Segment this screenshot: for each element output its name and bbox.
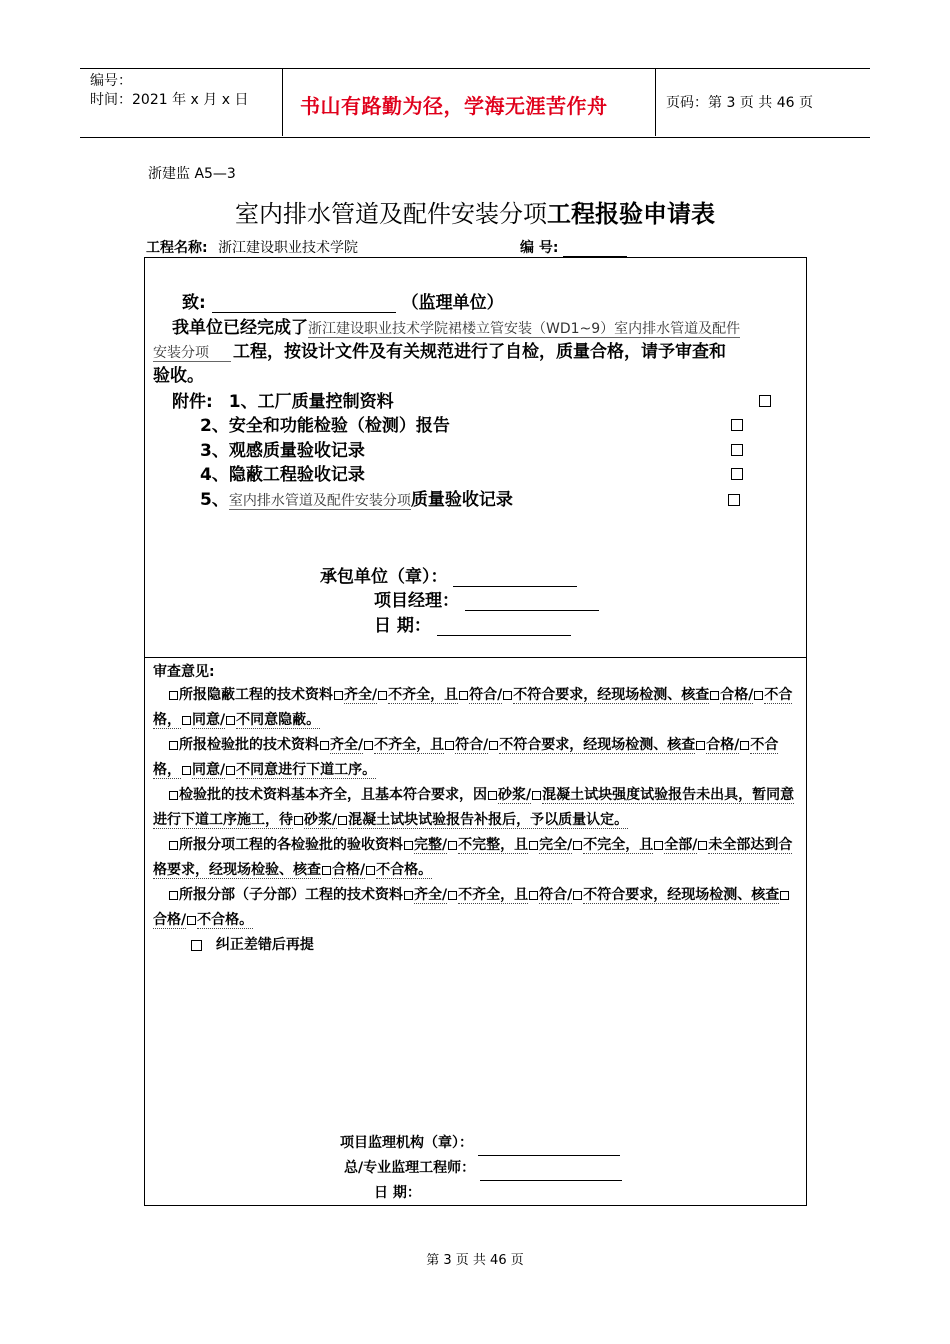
checkbox[interactable]: [320, 741, 329, 750]
contractor-field[interactable]: [453, 568, 577, 587]
checkbox[interactable]: [334, 691, 343, 700]
checkbox[interactable]: [187, 916, 196, 925]
review-para-3: [153, 783, 801, 833]
checkbox[interactable]: [696, 741, 705, 750]
review-para-2: [153, 733, 801, 783]
checkbox[interactable]: [503, 691, 512, 700]
option: 齐全/: [330, 737, 364, 753]
checkbox[interactable]: [573, 891, 582, 900]
checkbox[interactable]: [489, 741, 498, 750]
app-date-field[interactable]: [437, 617, 571, 636]
serial-row: [520, 237, 627, 257]
checkbox[interactable]: [182, 766, 191, 775]
header-meta: [90, 72, 248, 110]
option: 齐全/: [344, 687, 378, 703]
app-date-row: [374, 611, 571, 636]
review-para-1: [153, 683, 801, 733]
page-footer: 第 3 页 共 46 页: [426, 1253, 524, 1268]
option: 完全/: [539, 837, 573, 853]
header-divider: [655, 68, 656, 136]
option: 齐全/: [414, 887, 448, 903]
org-row: [340, 1131, 620, 1156]
header-divider: [282, 68, 283, 136]
engineer-row: [344, 1156, 622, 1181]
time-label: 时间：2021 年 x 月 x 日: [90, 92, 249, 108]
option: 全部/: [664, 837, 698, 853]
resubmit-text: 纠正差错后再提: [215, 937, 314, 953]
option: 不合格。: [376, 862, 433, 878]
option: 砂浆/: [304, 812, 338, 828]
manager-row: [374, 586, 599, 611]
checkbox[interactable]: [294, 816, 303, 825]
attachment-5: [200, 485, 513, 510]
serial-field[interactable]: [563, 242, 627, 257]
review-heading: 审查意见:: [153, 664, 215, 680]
to-suffix: （监理单位）: [401, 293, 504, 313]
checkbox[interactable]: [710, 691, 719, 700]
option: 未全部达到合格要求，经现场检验、核查: [153, 837, 793, 878]
checkbox[interactable]: [404, 891, 413, 900]
attach-label: 附件:: [172, 392, 213, 412]
checkbox[interactable]: [754, 691, 763, 700]
project-name-row: [146, 237, 358, 257]
review-para-6: [190, 933, 314, 958]
checkbox[interactable]: [169, 741, 178, 750]
checkbox[interactable]: [529, 841, 538, 850]
option: 同意/: [192, 762, 226, 778]
to-row: [182, 288, 504, 313]
option: 不同意隐蔽。: [236, 712, 321, 728]
section-divider: [144, 657, 807, 658]
checkbox[interactable]: [654, 841, 663, 850]
intro-tail1: 工程，按设计文件及有关规范进行了自检，质量合格，请予审查和: [233, 342, 726, 362]
option: 符合/: [539, 887, 573, 903]
checkbox[interactable]: [740, 741, 749, 750]
org-label: 项目监理机构（章）：: [340, 1135, 473, 1151]
checkbox[interactable]: [459, 691, 468, 700]
option: 合格/: [332, 862, 366, 878]
text: 所报分部（子分部）工程的技术资料: [179, 887, 403, 903]
attach-5-item: 室内排水管道及配件安装分项: [228, 493, 411, 509]
option: 不合格。: [197, 912, 254, 928]
option: 不齐全，且: [374, 737, 445, 753]
checkbox[interactable]: [780, 891, 789, 900]
intro-tail2: 验收。: [153, 366, 204, 386]
option: 不齐全，且: [388, 687, 459, 703]
checkbox[interactable]: [169, 891, 178, 900]
checkbox[interactable]: [488, 791, 497, 800]
checkbox[interactable]: [529, 891, 538, 900]
work-item-line2: 安装分项: [153, 345, 231, 362]
checkbox[interactable]: [445, 741, 454, 750]
contractor-label: 承包单位（章）：: [320, 567, 448, 587]
text: 检验批的技术资料基本齐全，且基本符合要求，因: [179, 787, 487, 803]
intro-line1: [172, 313, 740, 338]
attach-4-text: 4、隐蔽工程验收记录: [200, 465, 365, 485]
supervisor-unit-field[interactable]: [212, 294, 396, 313]
to-label: 致:: [182, 293, 206, 313]
doc-code: 浙建监 A5—3: [148, 166, 236, 182]
engineer-label: 总/专业监理工程师：: [344, 1160, 476, 1176]
checkbox[interactable]: [226, 766, 235, 775]
manager-field[interactable]: [465, 592, 599, 611]
review-date-label: 日 期：: [374, 1185, 421, 1201]
attach-1-checkbox[interactable]: [759, 390, 771, 409]
checkbox[interactable]: [532, 791, 541, 800]
checkbox[interactable]: [322, 866, 331, 875]
project-label: 工程名称:: [146, 240, 208, 256]
attach-5-suffix: 质量验收记录: [410, 490, 513, 510]
option: 合格/: [706, 737, 740, 753]
checkbox[interactable]: [338, 816, 347, 825]
option: 不符合要求，经现场检测、核查: [513, 687, 710, 703]
engineer-field[interactable]: [480, 1165, 622, 1181]
page-title: [0, 194, 950, 229]
attach-5-num: 5、: [200, 490, 229, 510]
text: 所报分项工程的各检验批的验收资料: [179, 837, 403, 853]
review-para-4: [153, 833, 801, 883]
checkbox[interactable]: [169, 791, 178, 800]
option: 不齐全，且: [458, 887, 529, 903]
option: 合格/: [720, 687, 754, 703]
motto: 书山有路勤为径，学海无涯苦作舟: [300, 94, 608, 118]
option: 混凝土试块强度试验报告未出具，暂同意进行下道工序施工，待: [153, 787, 795, 828]
review-para-5: [153, 883, 801, 933]
option: 不合格，: [153, 687, 793, 728]
option: 符合/: [455, 737, 489, 753]
checkbox[interactable]: [378, 691, 387, 700]
app-date-label: 日 期：: [374, 616, 431, 636]
checkbox[interactable]: [169, 691, 178, 700]
option: 同意/: [192, 712, 226, 728]
option: 合格/: [153, 912, 187, 928]
serial-label: 编 号:: [520, 240, 559, 256]
checkbox[interactable]: [448, 841, 457, 850]
title-part1: 室内排水管道及配件安装分项: [235, 200, 547, 228]
checkbox[interactable]: [226, 716, 235, 725]
checkbox[interactable]: [404, 841, 413, 850]
project-name: 浙江建设职业技术学院: [218, 240, 359, 256]
text: 所报检验批的技术资料: [179, 737, 319, 753]
option: 符合/: [469, 687, 503, 703]
number-label: 编号：: [90, 73, 132, 89]
work-item-line1: 浙江建设职业技术学院裙楼立管安装（WD1~9）室内排水管道及配件: [308, 321, 741, 337]
checkbox[interactable]: [573, 841, 582, 850]
checkbox[interactable]: [698, 841, 707, 850]
checkbox[interactable]: [169, 841, 178, 850]
option: 完整/: [414, 837, 448, 853]
attachment-1: [172, 387, 394, 412]
attach-2-checkbox[interactable]: [731, 414, 743, 433]
text: 所报隐蔽工程的技术资料: [179, 687, 333, 703]
intro-line2: [153, 337, 726, 362]
checkbox[interactable]: [191, 940, 202, 951]
attach-3-text: 3、观感质量验收记录: [200, 441, 365, 461]
option: 不完整，且: [458, 837, 529, 853]
option: 不符合要求，经现场检测、核查: [499, 737, 696, 753]
option: 不完全，且: [583, 837, 654, 853]
contractor-row: [320, 562, 577, 587]
checkbox[interactable]: [364, 741, 373, 750]
review-date-field[interactable]: [426, 1190, 568, 1206]
review-date-row: [374, 1181, 568, 1206]
option: 砂浆/: [498, 787, 532, 803]
option: 不同意进行下道工序。: [236, 762, 377, 778]
attach-3-checkbox[interactable]: [731, 439, 743, 458]
option: 混凝土试块试验报告补报后，予以质量认定。: [348, 812, 629, 828]
attach-5-checkbox[interactable]: [728, 489, 740, 508]
attach-1-text: 1、工厂质量控制资料: [228, 392, 394, 412]
attach-2-text: 2、安全和功能检验（检测）报告: [200, 416, 450, 436]
checkbox[interactable]: [182, 716, 191, 725]
checkbox[interactable]: [366, 866, 375, 875]
option: 不符合要求，经现场检测、核查: [583, 887, 780, 903]
intro-text: 我单位已经完成了: [172, 318, 308, 338]
title-part2: 工程报验申请表: [547, 200, 715, 228]
manager-label: 项目经理：: [374, 591, 459, 611]
org-field[interactable]: [478, 1140, 620, 1156]
checkbox[interactable]: [448, 891, 457, 900]
option: 不合格，: [153, 737, 779, 778]
page-info: 页码：第 3 页 共 46 页: [666, 95, 813, 111]
attach-4-checkbox[interactable]: [731, 463, 743, 482]
